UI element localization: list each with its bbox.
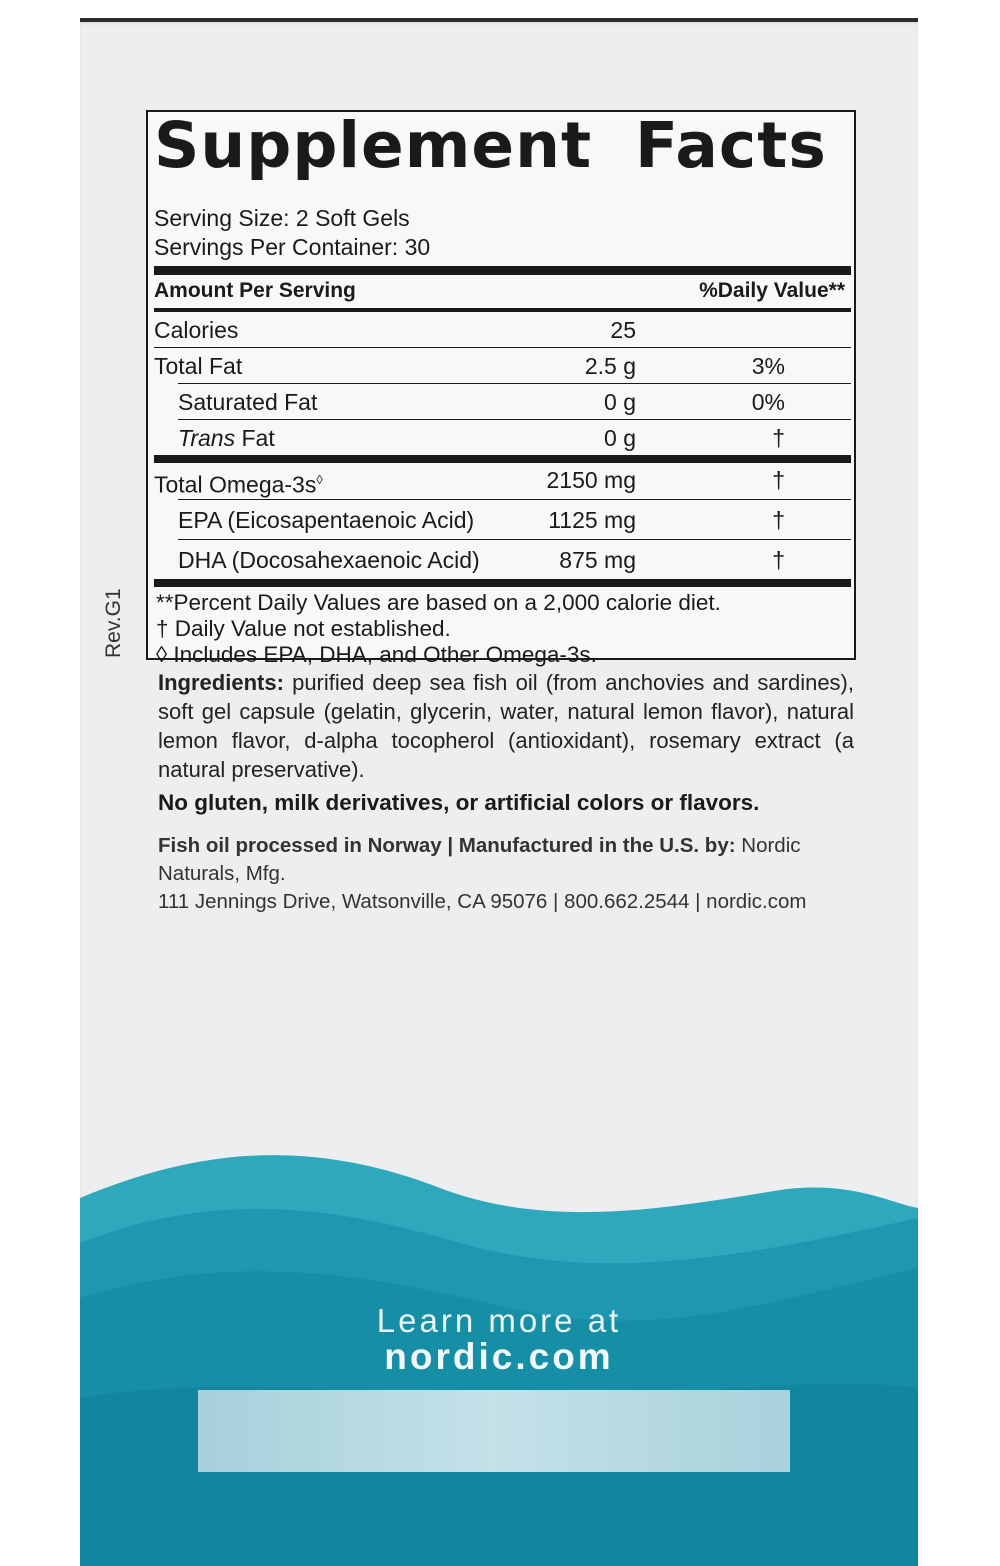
manufacturer-address: 111 Jennings Drive, Watsonville, CA 95076 | 800.662.2544 | nordic.com <box>158 890 807 913</box>
ingredients-label: Ingredients: <box>158 670 284 695</box>
row-name: EPA (Eicosapentaenoic Acid) <box>178 507 475 533</box>
amount-per-serving-label: Amount Per Serving <box>154 279 356 302</box>
facts-header-row <box>154 273 851 309</box>
thick-rule <box>154 579 851 587</box>
daily-value-label: %Daily Value** <box>699 279 845 302</box>
manufacturer-name: Nordic Naturals, Mfg. <box>158 834 801 885</box>
serving-size: Serving Size: 2 Soft Gels <box>154 205 410 231</box>
trans-rest: Fat <box>235 425 275 451</box>
footnote-daily-values: **Percent Daily Values are based on a 2,000 calorie diet. <box>156 590 721 615</box>
row-amount: 25 <box>610 317 636 343</box>
row-amount: 2150 mg <box>546 467 636 493</box>
row-amount: 2.5 g <box>584 353 636 379</box>
facts-row-trans-fat <box>154 420 851 456</box>
row-name: Calories <box>154 317 239 343</box>
row-dv: 3% <box>751 353 785 379</box>
row-name: Total Fat <box>154 353 243 379</box>
allergen-statement: No gluten, milk derivatives, or artificial colors or flavors. <box>158 790 760 815</box>
facts-row-total-fat <box>154 348 851 384</box>
blank-label-area <box>198 1390 790 1472</box>
omega-mark: ◊ <box>316 472 323 487</box>
row-dv: † <box>772 467 785 493</box>
facts-title: Supplement Facts <box>154 109 827 182</box>
row-amount: 0 g <box>604 425 636 451</box>
manufacturer-line-1 <box>158 832 858 888</box>
trans-italic: Trans <box>178 425 236 451</box>
row-name <box>154 462 323 503</box>
row-dv: † <box>772 425 785 451</box>
facts-row-saturated-fat <box>154 384 851 420</box>
thin-rule <box>178 499 851 500</box>
row-amount: 1125 mg <box>548 507 636 533</box>
package-back-panel <box>80 18 918 1566</box>
omega-name: Total Omega-3s <box>154 471 317 498</box>
facts-row-dha <box>154 542 851 578</box>
row-dv: 0% <box>751 389 785 415</box>
facts-row-total-omega3 <box>154 462 851 498</box>
row-dv: † <box>772 507 785 533</box>
ingredients-text: purified deep sea fish oil (from anchovies and sardines), soft gel capsule (gelatin, glycerin, water, natural lemon flavor), natural lemon flavor, d-alpha tocopherol (antioxidant), rosemary extract (a natural preservative). <box>158 670 854 782</box>
row-name: Saturated Fat <box>178 389 318 415</box>
row-name <box>178 420 275 456</box>
footnote-dagger: † Daily Value not established. <box>156 616 451 641</box>
supplement-facts-box <box>146 109 856 667</box>
website-text: nordic.com <box>384 1336 614 1377</box>
thin-rule <box>178 539 851 540</box>
row-name: DHA (Docosahexaenoic Acid) <box>178 547 480 573</box>
row-amount: 0 g <box>604 389 636 415</box>
servings-per-container: Servings Per Container: 30 <box>154 234 431 260</box>
revision-code: Rev.G1 <box>102 588 125 658</box>
manufacturer-bold: Fish oil processed in Norway | Manufactured in the U.S. by: <box>158 834 736 857</box>
facts-row-epa <box>154 502 851 538</box>
row-amount: 875 mg <box>559 547 636 573</box>
manufacturer-info <box>158 832 858 916</box>
footnote-diamond: ◊ Includes EPA, DHA, and Other Omega-3s. <box>156 642 597 667</box>
learn-more-text: Learn more at <box>376 1302 622 1339</box>
ingredients-paragraph <box>158 668 854 784</box>
facts-row-calories <box>154 312 851 348</box>
row-dv: † <box>772 547 785 573</box>
